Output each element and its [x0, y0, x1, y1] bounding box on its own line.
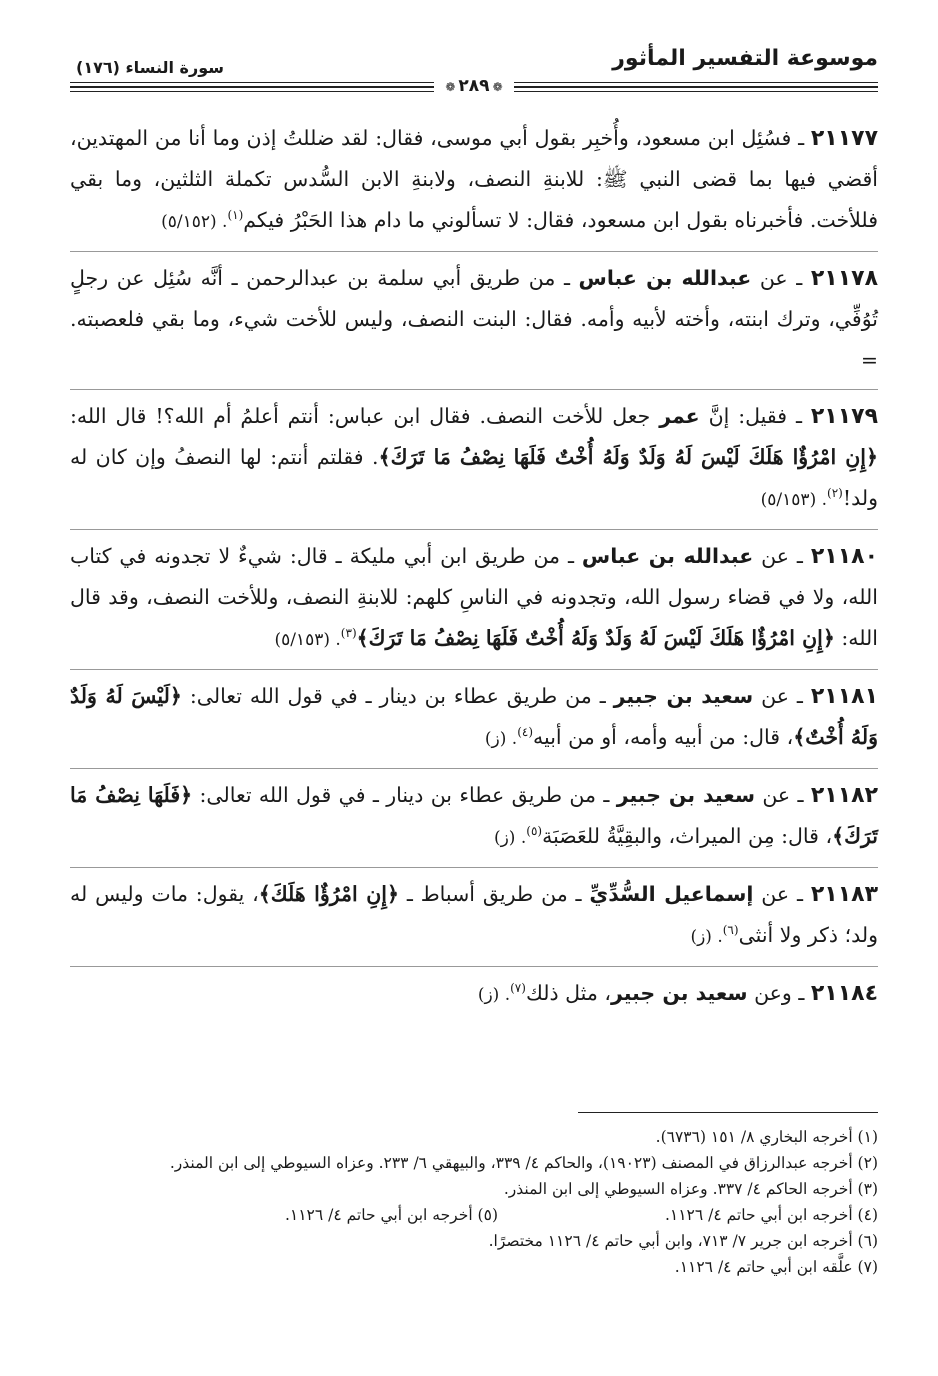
narration-entry [70, 389, 878, 529]
narration-text: . فقلتم أنتم: لها النصفُ وإن كان له ولد! [70, 445, 878, 510]
book-page [70, 44, 879, 1276]
narration-number: ٢١١٨٢ [810, 783, 878, 808]
narration-number: ٢١١٨٣ [810, 882, 878, 907]
narration-number: ٢١١٧٧ [810, 126, 878, 151]
narrator-name: سعيد بن جبير [613, 684, 754, 708]
ornament-icon: ❁ [492, 80, 503, 94]
narration-text: ـ من طريق ابن أبي مليكة ـ قال: شيءٌ لا تجدونه في كتاب الله، ولا في قضاء رسول الله، وتجدونه في الناسِ كلهم: للابنةِ النصف، وللأخت النصف، وقد قال الله: [70, 544, 878, 650]
narration-text: ـ فسُئِل ابن مسعود، وأُخبِر بقول أبي موسى، فقال: لقد ضللتُ إذن وما أنا من المهتدين، أقضي فيها بما قضى النبي ﷺ: للابنةِ النصف، ولابنةِ الابن السُّدس تكملة الثلثين، وما بقي فللأخت. فأخبرناه بقول ابن مسعود، فقال: لا تسألوني ما دام هذا الحَبْرُ فيكم [70, 126, 878, 232]
footnote-marker: (١) [227, 208, 244, 223]
narration-text: ، قال: مِن الميراث، والبقِيَّةُ للعَصَبَة [542, 824, 833, 848]
footnote: (١) أخرجه البخاري ٨/ ١٥١ (٦٧٣٦). [655, 1128, 878, 1146]
narration-number: ٢١١٧٩ [810, 404, 878, 429]
narration-text: جعل للأخت النصف. فقال ابن عباس: أنتم أعلمُ أم الله؟! قال الله: [70, 404, 660, 428]
footnote-marker: (٤) [517, 725, 534, 740]
narration-text: ـ عن [753, 544, 811, 568]
footnote: (٤) أخرجه ابن أبي حاتم ٤/ ١١٢٦. [664, 1206, 878, 1224]
volume-reference: . (٥/١٥٣) [760, 490, 828, 510]
narration-text: ـ عن [753, 684, 811, 708]
narration-text: ـ من طريق عطاء بن دينار ـ في قول الله تعالى: [181, 684, 614, 708]
narration-text: ـ من طريق أبي سلمة بن عبدالرحمن ـ أنَّه سُئِل عن رجلٍ تُوُفِّي، وترك ابنته، وأخته لأبيه وأمه. فقال: البنت النصف، وليس للأخت شيء، وما بقي فلعصبته. = [70, 266, 878, 372]
narration-text: ـ من طريق عطاء بن دينار ـ في قول الله تعالى: [192, 783, 617, 807]
narrator-name: سعيد بن جبير [610, 981, 748, 1005]
narration-text: ـ عن [751, 266, 811, 290]
volume-reference: . (٥/١٥٣) [274, 630, 341, 650]
volume-reference: . (٥/١٥٢) [161, 212, 228, 232]
quran-verse: ﴿إِنِ امْرُؤٌا هَلَكَ﴾ [258, 882, 399, 906]
narrator-name: إسماعيل السُّدِّيِّ [589, 882, 754, 906]
volume-reference: . (ز) [477, 985, 511, 1005]
narration-text: ـ عن [754, 783, 811, 807]
footnote-separator [578, 1112, 878, 1113]
narration-number: ٢١١٨٤ [810, 981, 878, 1006]
narration-entry [70, 867, 878, 966]
footnote-marker: (٥) [526, 824, 543, 839]
footnote: (٧) علَّقه ابن أبي حاتم ٤/ ١١٢٦. [674, 1258, 878, 1276]
volume-reference: . (ز) [484, 729, 518, 749]
narration-entry [70, 966, 878, 1024]
narration-number: ٢١١٧٨ [810, 266, 878, 291]
narration-text: ، مثل ذلك [525, 981, 611, 1005]
footnote-row [70, 1202, 878, 1228]
footnote: (٥) أخرجه ابن أبي حاتم ٤/ ١١٢٦. [284, 1206, 498, 1224]
narrator-name: عمر [659, 404, 700, 428]
narration-number: ٢١١٨١ [810, 684, 879, 709]
quran-verse: ﴿فَلَهَا نِصْفُ مَا تَرَكَ﴾ [70, 783, 878, 848]
surah-label: سورة النساء (١٧٦) [76, 58, 224, 77]
running-header [70, 44, 878, 96]
narration-number: ٢١١٨٠ [810, 544, 878, 569]
footnote: (٦) أخرجه ابن جرير ٧/ ٧١٣، وابن أبي حاتم ٤/ ١١٢٦ مختصرًا. [488, 1232, 878, 1250]
narrator-name: سعيد بن جبير [616, 783, 755, 807]
narration-text: ـ من طريق أسباط ـ [398, 882, 590, 906]
narration-text: ـ عن [753, 882, 811, 906]
footnotes [70, 1124, 878, 1280]
footnote-marker: (٢) [827, 486, 843, 501]
footnote-marker: (٧) [510, 981, 526, 996]
narration-entry [70, 529, 878, 669]
narration-entry [70, 116, 878, 251]
footnote-marker: (٣) [340, 626, 357, 641]
quran-verse: ﴿لَيْسَ لَهُ وَلَدٌ وَلَهُ أُخْتٌ﴾ [70, 684, 878, 749]
narration-entry [70, 251, 878, 389]
quran-verse: ﴿إِنِ امْرُؤٌا هَلَكَ لَيْسَ لَهُ وَلَدٌ وَلَهُ أُخْتٌ فَلَهَا نِصْفُ مَا تَرَكَ﴾ [378, 445, 878, 469]
ornament-icon: ❁ [445, 80, 456, 94]
narration-entry [70, 768, 878, 867]
page-number: ❁٢٨٩❁ [434, 76, 513, 96]
footnote-marker: (٦) [722, 923, 739, 938]
narration-text: ـ وعن [747, 981, 811, 1005]
page-body [70, 116, 878, 1024]
footnote: (٢) أخرجه عبدالرزاق في المصنف (١٩٠٢٣)، والحاكم ٤/ ٣٣٩، والبيهقي ٦/ ٢٣٣. وعزاه السيوطي إلى ابن المنذر. [169, 1154, 878, 1172]
narration-text: ـ فقيل: إنَّ [699, 404, 811, 428]
narration-text: ، قال: من أبيه وأمه، أو من أبيه [533, 725, 794, 749]
volume-reference: . (ز) [493, 828, 527, 848]
quran-verse: ﴿إِنِ امْرُؤٌا هَلَكَ لَيْسَ لَهُ وَلَدٌ وَلَهُ أُخْتٌ فَلَهَا نِصْفُ مَا تَرَكَ﴾ [356, 626, 835, 650]
volume-reference: . (ز) [690, 927, 723, 947]
footnote: (٣) أخرجه الحاكم ٤/ ٣٣٧. وعزاه السيوطي إلى ابن المنذر. [503, 1180, 878, 1198]
narrator-name: عبدالله بن عباس [578, 266, 752, 290]
narration-text: ، يقول: مات وليس له ولد؛ ذكر ولا أنثى [70, 882, 878, 947]
narrator-name: عبدالله بن عباس [581, 544, 754, 568]
narration-entry [70, 669, 878, 768]
book-title: موسوعة التفسير المأثور [612, 46, 878, 71]
